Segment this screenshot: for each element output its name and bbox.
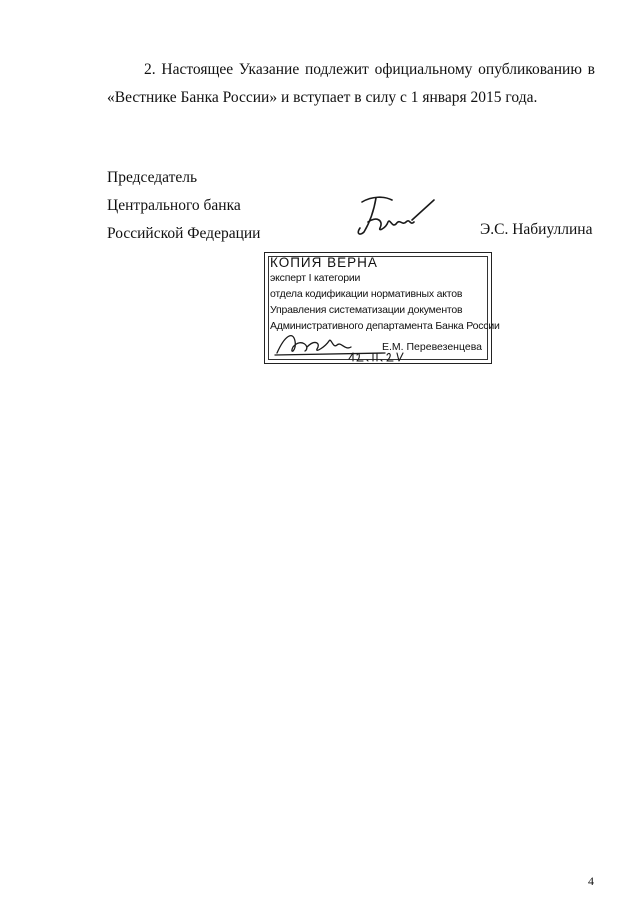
handwritten-date xyxy=(345,349,405,363)
certification-stamp xyxy=(264,252,500,364)
chairman-signature xyxy=(350,192,440,242)
stamp-line-3: Управления систематизации документов xyxy=(270,304,463,316)
stamp-line-2: отдела кодификации нормативных актов xyxy=(270,288,463,300)
article-paragraph xyxy=(107,56,595,112)
position-line-2: Центрального банка xyxy=(107,197,241,214)
stamp-line-4: Административного департамента Банка России xyxy=(270,320,500,332)
stamp-title: КОПИЯ ВЕРНА xyxy=(270,255,378,270)
paragraph-line-2: «Вестнике Банка России» и вступает в силу с 1 января 2015 года. xyxy=(107,89,538,106)
paragraph-line-1: 2. Настоящее Указание подлежит официальному опубликованию в xyxy=(144,61,595,78)
signatory-position xyxy=(107,164,260,248)
stamp-line-1: эксперт I категории xyxy=(270,272,361,284)
signatory-name: Э.С. Набиуллина xyxy=(480,221,593,238)
position-line-3: Российской Федерации xyxy=(107,225,261,242)
stamp-certifier-name: Е.М. Перевезенцева xyxy=(382,341,483,353)
page-number: 4 xyxy=(588,874,594,888)
position-line-1: Председатель xyxy=(107,169,198,186)
